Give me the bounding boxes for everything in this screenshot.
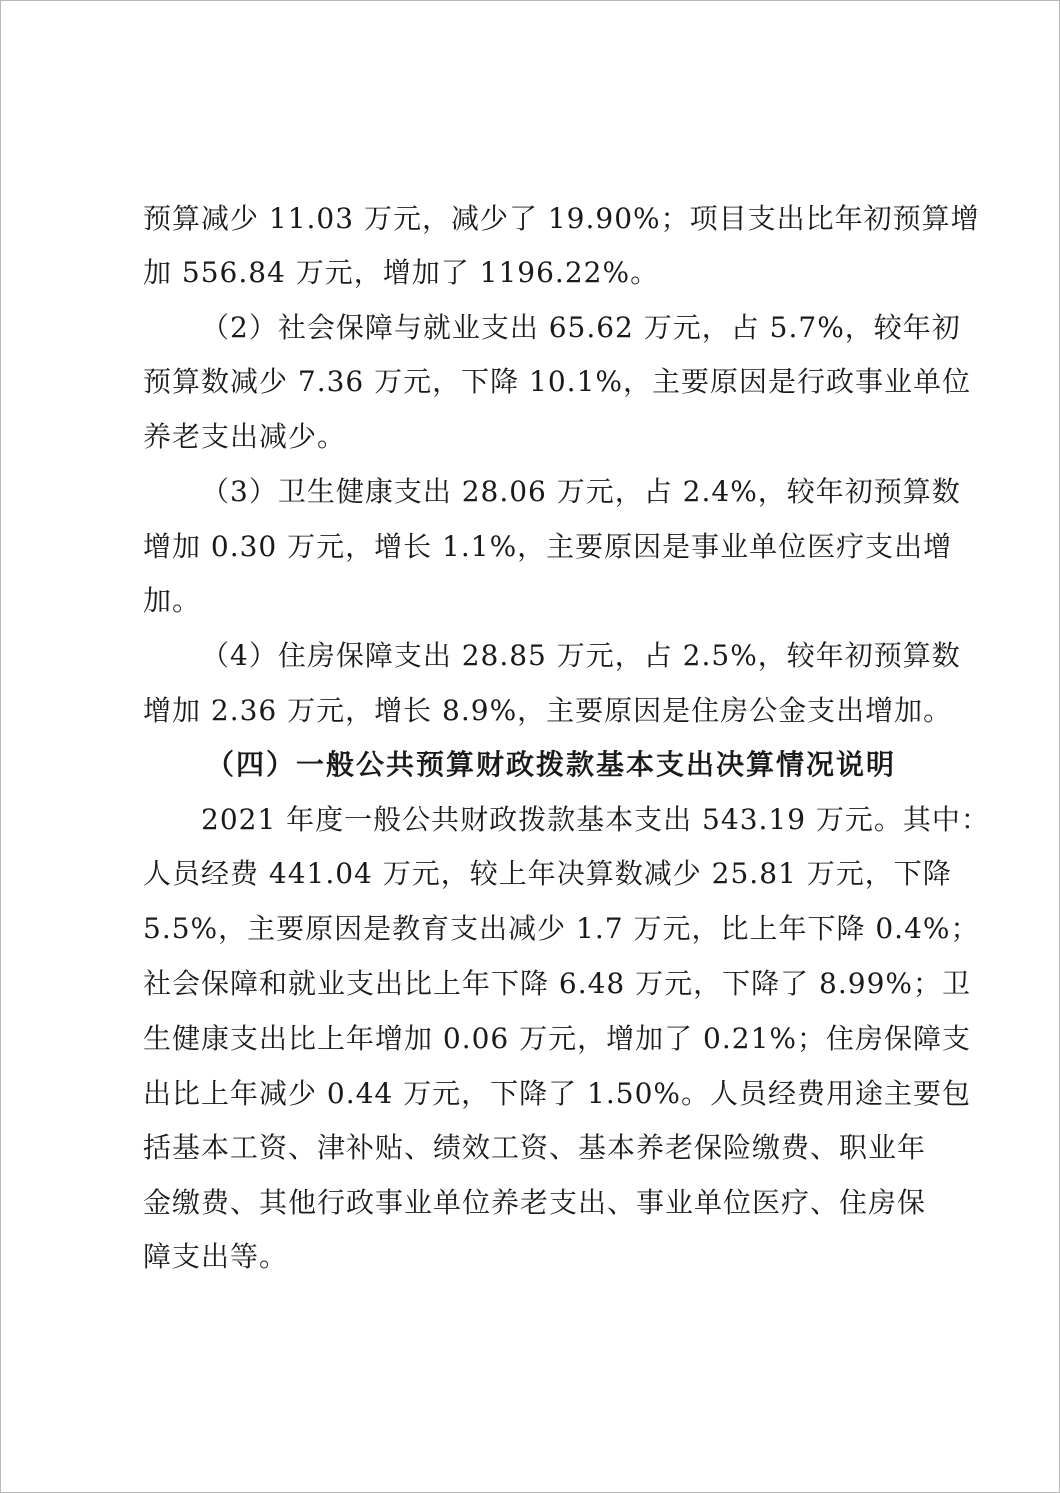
- paragraph-2-start: （2）社会保障与就业支出 65.62 万元，占 5.7%，较年初: [201, 311, 961, 344]
- body-text-line: 生健康支出比上年增加 0.06 万元，增加了 0.21%；住房保障支: [143, 1022, 971, 1055]
- section-heading: （四）一般公共预算财政拨款基本支出决算情况说明: [206, 748, 897, 781]
- paragraph-5-start: 2021 年度一般公共财政拨款基本支出 543.19 万元。其中：: [201, 803, 990, 836]
- body-text-line: 障支出等。: [143, 1240, 289, 1273]
- body-text-line: 预算数减少 7.36 万元，下降 10.1%，主要原因是行政事业单位: [143, 365, 971, 398]
- body-text-line: 金缴费、其他行政事业单位养老支出、事业单位医疗、住房保: [143, 1186, 927, 1219]
- body-text-line: 增加 2.36 万元，增长 8.9%，主要原因是住房公金支出增加。: [143, 694, 953, 727]
- body-text-line: 社会保障和就业支出比上年下降 6.48 万元，下降了 8.99%；卫: [143, 967, 971, 1000]
- body-text-line: 5.5%，主要原因是教育支出减少 1.7 万元，比上年下降 0.4%；: [143, 912, 980, 945]
- body-text-line: 养老支出减少。: [143, 420, 347, 453]
- body-text-line: 人员经费 441.04 万元，较上年决算数减少 25.81 万元，下降: [143, 857, 952, 890]
- body-text-line: 增加 0.30 万元，增长 1.1%，主要原因是事业单位医疗支出增: [143, 530, 953, 563]
- paragraph-3-start: （3）卫生健康支出 28.06 万元，占 2.4%，较年初预算数: [201, 475, 961, 508]
- paragraph-4-start: （4）住房保障支出 28.85 万元，占 2.5%，较年初预算数: [201, 639, 961, 672]
- body-text-line: 加。: [143, 584, 202, 617]
- body-text-line: 加 556.84 万元，增加了 1196.22%。: [143, 256, 660, 289]
- body-text-line: 括基本工资、津补贴、绩效工资、基本养老保险缴费、职业年: [143, 1131, 927, 1164]
- body-text-line: 预算减少 11.03 万元，减少了 19.90%；项目支出比年初预算增: [143, 202, 980, 235]
- body-text-line: 出比上年减少 0.44 万元，下降了 1.50%。人员经费用途主要包: [143, 1077, 971, 1110]
